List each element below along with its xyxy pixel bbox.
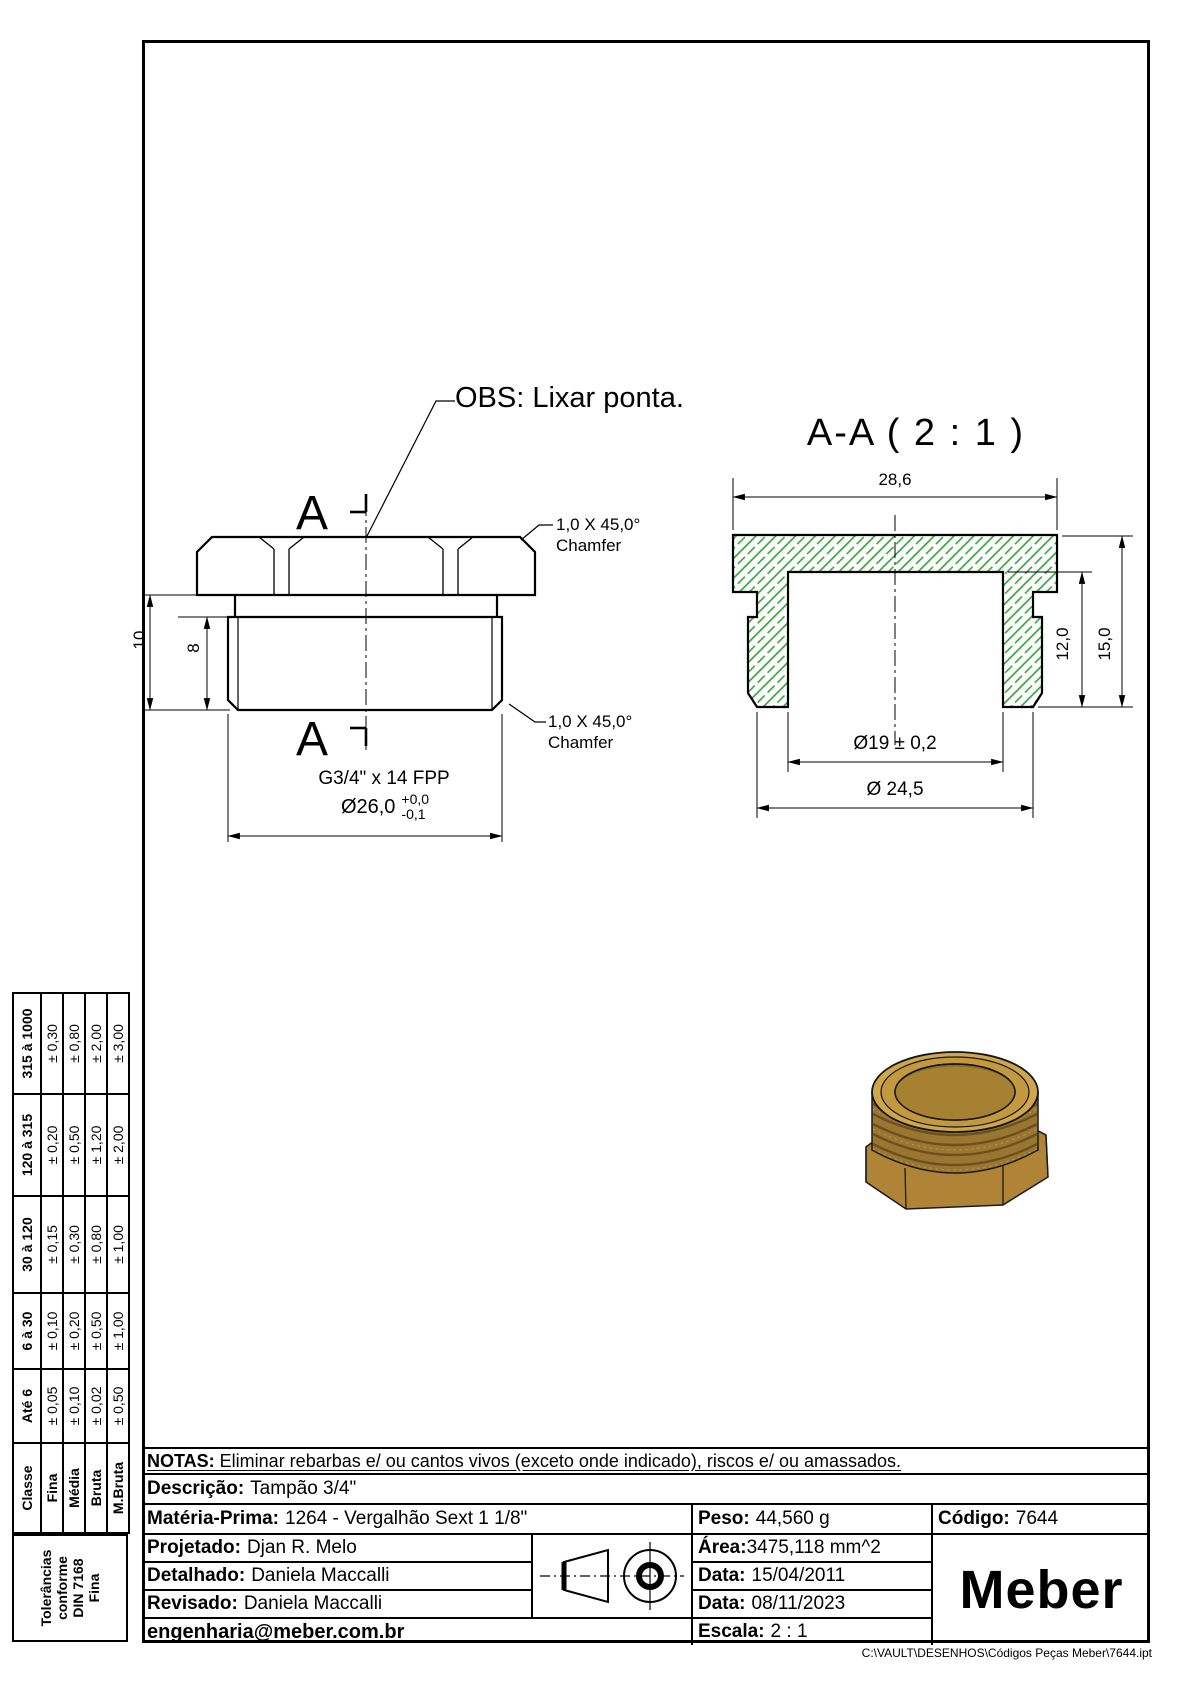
dim-28-6: 28,6 — [878, 470, 912, 489]
notes-text: Eliminar rebarbas e/ ou cantos vivos (exceto onde indicado), riscos e/ ou amassados. — [214, 1450, 902, 1471]
company-logo: Meber — [959, 1560, 1124, 1620]
dim-12-0: 12,0 — [1053, 627, 1072, 661]
field-descricao: Descrição: Tampão 3/4" — [142, 1475, 1150, 1505]
first-angle-projection-icon — [534, 1536, 690, 1616]
field-peso: Peso: 44,560 g — [693, 1505, 933, 1535]
chamfer-size: 1,0 X 45,0° — [556, 515, 641, 534]
section-label-a-bottom: A — [296, 713, 329, 766]
chamfer-size: 1,0 X 45,0° — [548, 712, 633, 731]
dim-od-24-5: Ø 24,5 — [866, 779, 924, 800]
tolerance-table-block — [12, 992, 128, 1642]
tolerance-row-media: Média ± 0,10 ± 0,20 ± 0,30 ± 0,50 ± 0,80 — [63, 993, 85, 1533]
tolerance-title: Tolerâncias conforme DIN 7168 Fina — [12, 1534, 128, 1642]
dim-15-0: 15,0 — [1095, 627, 1114, 661]
file-path: C:\VAULT\DESENHOS\Códigos Peças Meber\7644.ipt — [861, 1646, 1152, 1660]
field-materia-prima: Matéria-Prima: 1264 - Vergalhão Sext 1 1/8" — [142, 1505, 693, 1535]
field-email: engenharia@meber.com.br — [142, 1619, 693, 1645]
part-3d-render — [866, 1052, 1048, 1209]
field-data-revisao: Data: 08/11/2023 — [693, 1591, 933, 1619]
notes-row — [142, 1449, 1150, 1475]
dim-8: 8 — [184, 643, 203, 653]
tolerance-row-mbruta: M.Bruta ± 0,50 ± 1,00 ± 1,00 ± 2,00 ± 3,00 — [107, 993, 129, 1533]
field-area: Área: 3475,118 mm^2 — [693, 1535, 933, 1563]
field-projetado: Projetado: Djan R. Melo — [142, 1535, 533, 1563]
dia-tolerances: +0,0 -0,1 — [401, 791, 430, 822]
chamfer-note-top — [556, 514, 640, 556]
dim-10: 10 — [130, 630, 149, 650]
field-data-criacao: Data: 15/04/2011 — [693, 1563, 933, 1591]
field-escala: Escala: 2 : 1 — [693, 1619, 933, 1645]
tolerance-table — [12, 992, 130, 1534]
chamfer-word: Chamfer — [548, 733, 614, 752]
dim-diameter-26 — [341, 792, 429, 822]
dim-bore-19: Ø19 ± 0,2 — [853, 733, 937, 754]
field-revisado: Revisado: Daniela Maccalli — [142, 1591, 533, 1619]
tolerance-row-fina: Fina ± 0,05 ± 0,10 ± 0,15 ± 0,20 ± 0,30 — [41, 993, 63, 1533]
chamfer-note-bottom — [548, 711, 632, 753]
field-codigo: Código: 7644 — [933, 1505, 1150, 1535]
obs-note: OBS: Lixar ponta. — [455, 382, 684, 414]
chamfer-word: Chamfer — [556, 536, 622, 555]
thread-spec: G3/4" x 14 FPP — [318, 768, 450, 789]
tolerance-header-row: Classe Até 6 6 à 30 30 à 120 120 à 315 315 à 1000 — [13, 993, 41, 1533]
notes-label: NOTAS: — [147, 1450, 215, 1471]
tolerance-row-bruta: Bruta ± 0,02 ± 0,50 ± 0,80 ± 1,20 ± 2,00 — [85, 993, 107, 1533]
title-block — [142, 1447, 1150, 1643]
dia-value: Ø26,0 — [340, 795, 396, 818]
field-detalhado: Detalhado: Daniela Maccalli — [142, 1563, 533, 1591]
projection-symbol — [533, 1535, 693, 1619]
section-view-title: A-A ( 2 : 1 ) — [806, 412, 1026, 454]
section-label-a-top: A — [296, 487, 329, 540]
section-view — [733, 478, 1133, 818]
